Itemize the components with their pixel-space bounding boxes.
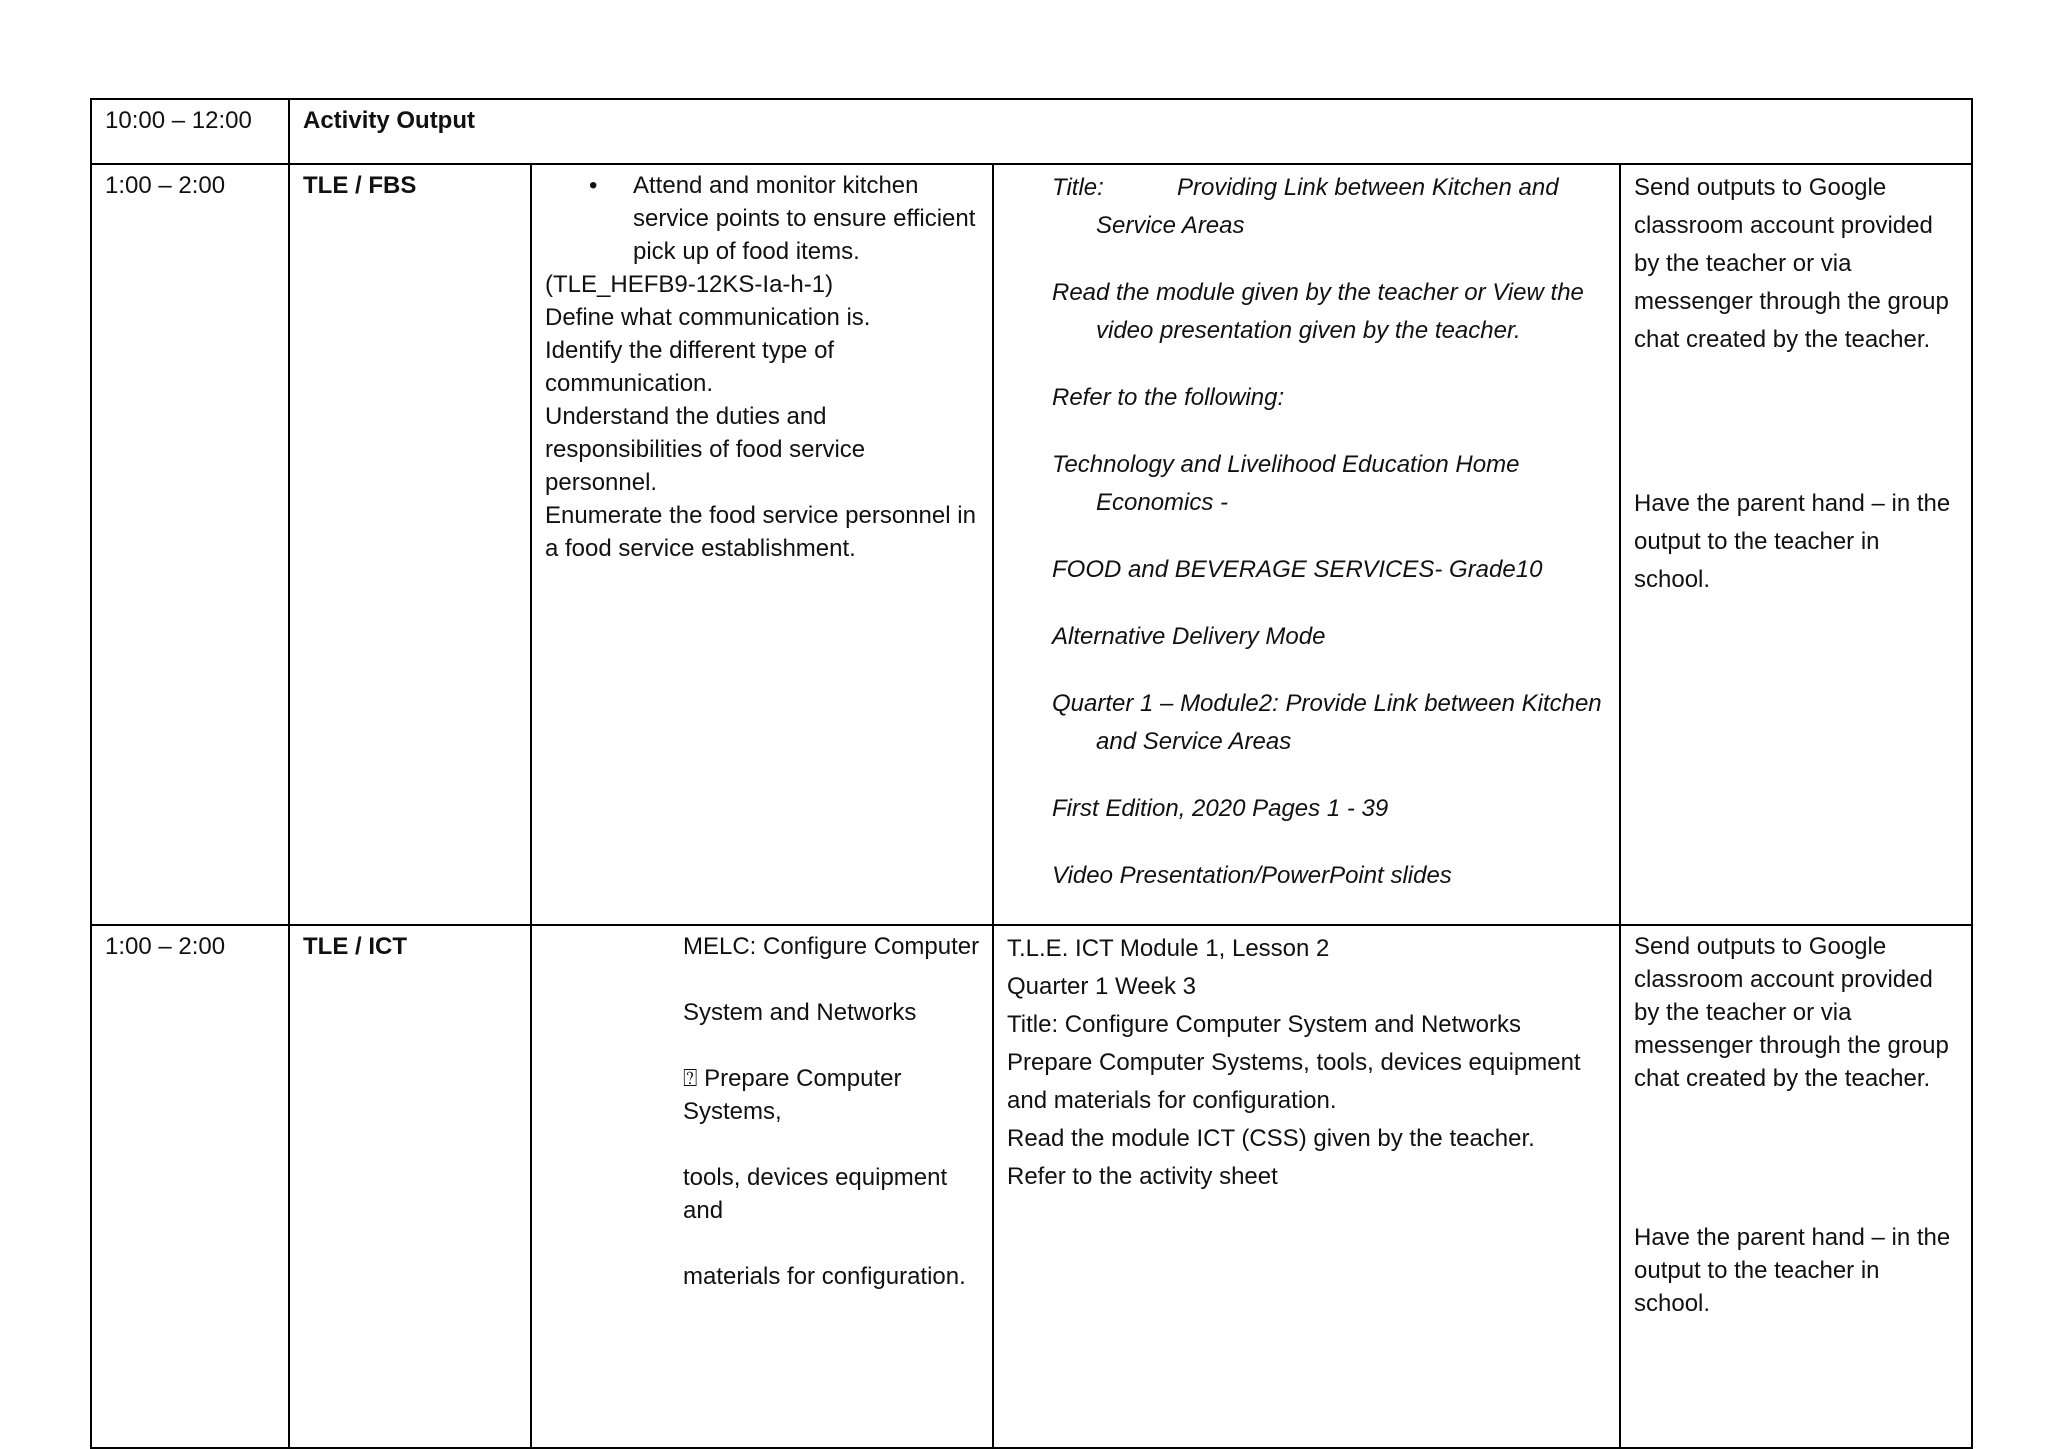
remarks-send-outputs: Send outputs to Google classroom account provided by the teacher or via messenger through the group chat created by the teacher.: [1634, 933, 1949, 1092]
task-line: Title: Configure Computer System and Networks: [1007, 1011, 1521, 1038]
table-row-tle-fbs: [91, 164, 1972, 925]
learning-tasks-cell: [993, 925, 1620, 1448]
competency-line: materials for configuration.: [683, 1263, 966, 1290]
competency-cell: [531, 925, 993, 1448]
task-line: Video Presentation/PowerPoint slides: [1052, 862, 1452, 889]
task-line: First Edition, 2020 Pages 1 - 39: [1052, 795, 1389, 822]
learning-tasks-cell: [993, 164, 1620, 925]
task-line: Alternative Delivery Mode: [1052, 623, 1326, 650]
task-line: T.L.E. ICT Module 1, Lesson 2: [1007, 935, 1330, 962]
table-row-activity-output: [91, 99, 1972, 164]
task-line: Refer to the activity sheet: [1007, 1163, 1278, 1190]
title-value: Providing Link between Kitchen and Service Areas: [1096, 174, 1559, 239]
competency-line: Understand the duties and responsibilities of food service personnel.: [545, 403, 866, 496]
task-line: Quarter 1 – Module2: Provide Link between Kitchen and Service Areas: [1052, 690, 1602, 755]
remarks-send-outputs: Send outputs to Google classroom account provided by the teacher or via messenger through the group chat created by the teacher.: [1634, 174, 1949, 353]
module-title: [1052, 169, 1607, 245]
competency-cell: [531, 164, 993, 925]
subject-cell: TLE / FBS: [289, 164, 531, 925]
competency-line: Define what communication is.: [545, 304, 871, 331]
remarks-hand-in: Have the parent hand – in the output to the teacher in school.: [1634, 1224, 1951, 1317]
table-row-tle-ict: [91, 925, 1972, 1448]
activity-output-heading: Activity Output: [289, 99, 1972, 164]
task-line: FOOD and BEVERAGE SERVICES- Grade10: [1052, 556, 1543, 583]
competency-line: tools, devices equipment and: [683, 1164, 948, 1224]
task-line: Quarter 1 Week 3: [1007, 973, 1196, 1000]
competency-line: Enumerate the food service personnel in a food service establishment.: [545, 502, 976, 562]
task-line: Read the module ICT (CSS) given by the teacher.: [1007, 1125, 1535, 1152]
competency-code: (TLE_HEFB9-12KS-Ia-h-1): [545, 271, 834, 298]
lesson-plan-table: [90, 98, 1973, 1449]
title-label: Title:: [1052, 174, 1104, 201]
competency-line: ⍰ Prepare Computer Systems,: [683, 1065, 902, 1125]
time-cell: 1:00 – 2:00: [91, 164, 289, 925]
task-line: Technology and Livelihood Education Home Economics -: [1052, 451, 1520, 516]
subject-cell: TLE / ICT: [289, 925, 531, 1448]
time-cell: 1:00 – 2:00: [91, 925, 289, 1448]
competency-line: Identify the different type of communication.: [545, 337, 835, 397]
remarks-cell: [1620, 925, 1972, 1448]
competency-line: System and Networks: [683, 999, 917, 1026]
competency-bullet-text: Attend and monitor kitchen service points to ensure efficient pick up of food items.: [633, 172, 976, 265]
task-line: Refer to the following:: [1052, 384, 1285, 411]
competency-line: MELC: Configure Computer: [683, 933, 980, 960]
remarks-cell: [1620, 164, 1972, 925]
task-line: Prepare Computer Systems, tools, devices equipment and materials for configuration.: [1007, 1049, 1581, 1114]
competency-bullet: [545, 169, 980, 268]
time-cell: 10:00 – 12:00: [91, 99, 289, 164]
bullet-icon: •: [589, 172, 598, 199]
remarks-hand-in: Have the parent hand – in the output to the teacher in school.: [1634, 490, 1951, 593]
task-line: Read the module given by the teacher or View the video presentation given by the teacher.: [1052, 279, 1584, 344]
